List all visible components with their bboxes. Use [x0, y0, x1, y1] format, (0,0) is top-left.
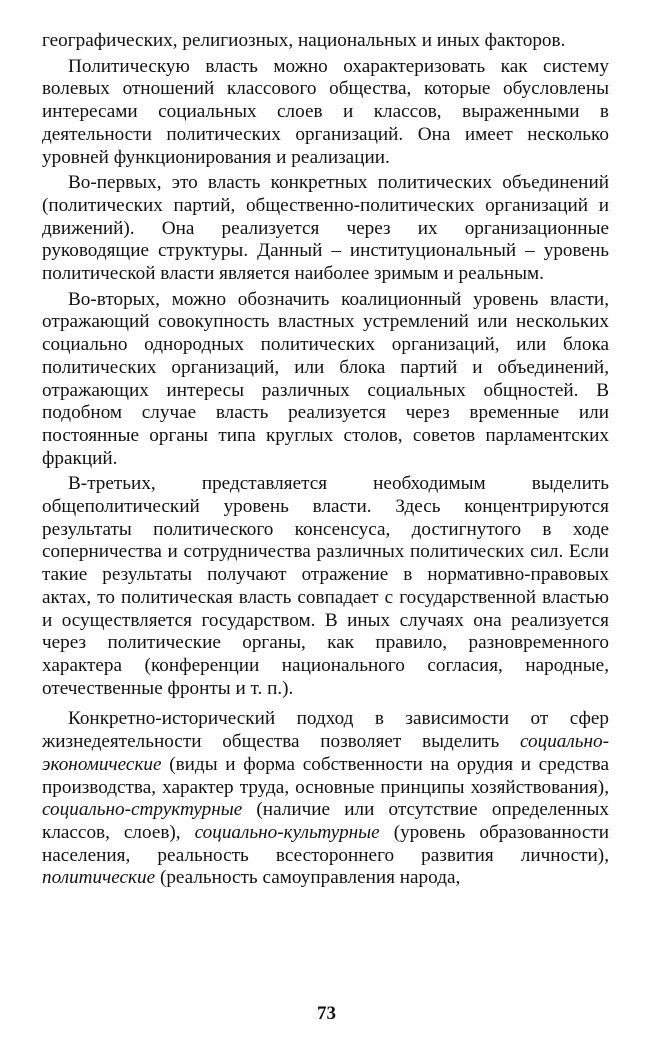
text-run: (виды и форма собственности на орудия и средства производства, характер труда, основные принципы хозяйствования), — [42, 753, 609, 798]
text-run: Конкретно-исторический подход в зависимости от сфер жизнедеятельности общества позволяет выделить — [42, 708, 609, 753]
text-run: (уровень образованности населения, реальность всестороннего развития личности), — [42, 821, 609, 866]
italic-term-sociocultural: социально-культурные — [194, 821, 380, 843]
paragraph-third-level: В-третьих, представляется необходимым выделить общеполитический уровень власти. Здесь концентрируются результаты политического консенсуса, достигнутого в ходе соперничества и сотрудничества различных политических сил. Если такие результаты получают отражение в нормативно-правовых актах, то политическая власть совпадает с государственной властью и осуществляется государством. В иных случаях она реализуется через политические органы, как правило, разновременного характера (конференции национального согласия, народные, отечественные фронты и т. п.). — [42, 473, 609, 699]
page-number: 73 — [317, 1003, 336, 1024]
paragraph-continuation: географических, религиозных, национальных и иных факторов. — [42, 30, 566, 51]
italic-term-sociostructural: социально-структурные — [42, 799, 243, 821]
text-run: (реальность самоуправления народа, — [155, 867, 461, 889]
italic-term-socioeconomic: социально-экономические — [42, 731, 609, 775]
text-run: (наличие или отсутствие определенных классов, слоев), — [42, 799, 609, 843]
paragraph-second-level: Во-вторых, можно обозначить коалиционный уровень власти, отражающий совокупность властных устремлений или нескольких социально однородных политических организаций, или блока политических организаций, или блока партий и объединений, отражающих интересы различных социальных общностей. В подобном случае власть реализуется через временные или постоянные органы типа круглых столов, советов парламентских фракций. — [42, 288, 609, 469]
page-body — [42, 30, 609, 893]
paragraph-historical-approach — [42, 708, 609, 890]
paragraph-first-level: Во-первых, это власть конкретных политических объединений (политических партий, общественно-политических организаций и движений). Она реализуется через их организационные руководящие структуры. Данный – институциональный – уровень политической власти является наиболее зримым и реальным. — [42, 172, 609, 285]
italic-term-political: политические — [42, 867, 156, 889]
paragraph-political-power: Политическую власть можно охарактеризовать как систему волевых отношений классового общества, которые обусловлены интересами социальных слоев и классов, выраженными в деятельности политических организаций. Она имеет несколько уровней функционирования и реализации. — [42, 55, 609, 168]
